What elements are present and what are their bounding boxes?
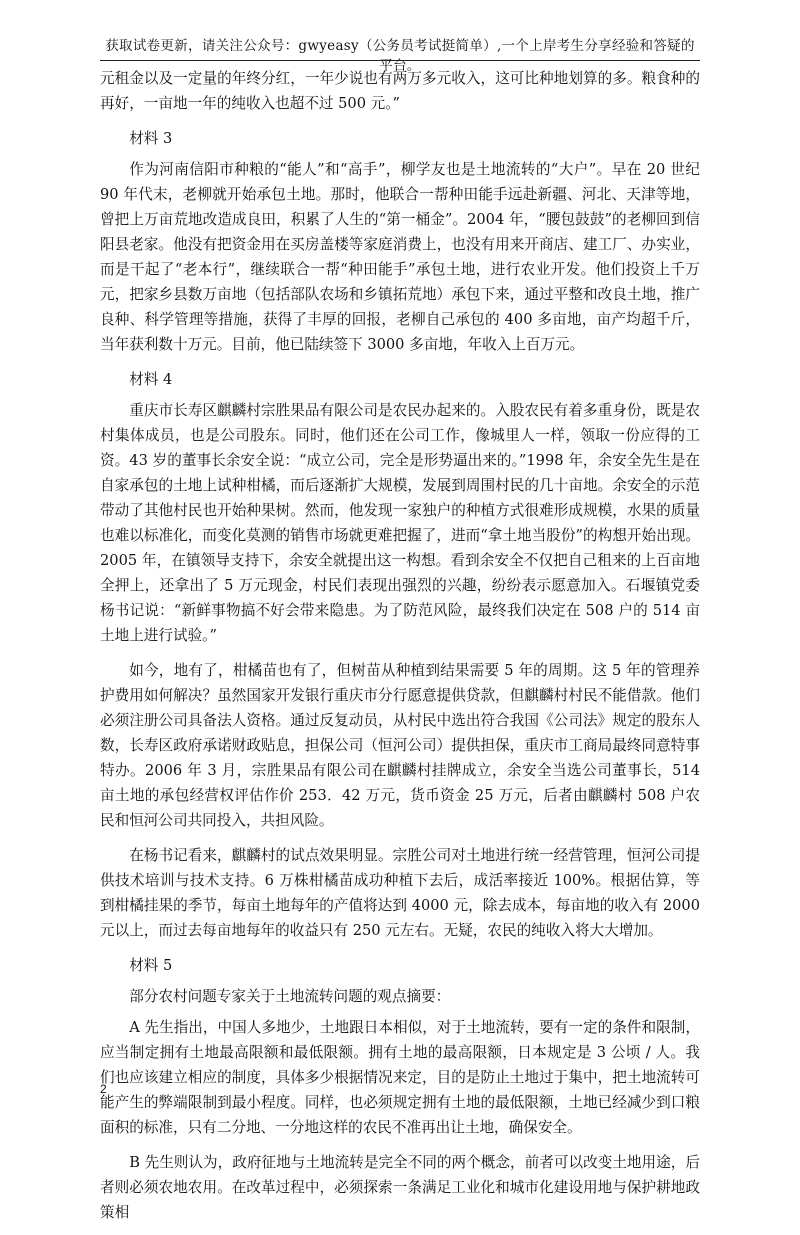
paragraph-expert-a: A 先生指出，中国人多地少，土地跟日本相似，对于土地流转，要有一定的条件和限制，应当制定拥有土地最高限额和最低限额。拥有土地的最高限额，日本规定是 3 公顷 / 人。我们也应该建立相应的制度，具体多少根据情况来定，目的是防止土地过于集中，把土地流转可能产生的弊端限制到最小程度。同样，也必须规定拥有土地的最低限额，土地已经减少到口粮面积的标准，只有二分地、一分地这样的农民不准再出让土地，确保安全。 — [100, 1019, 700, 1136]
paragraph-material-4-b: 如今，地有了，柑橘苗也有了，但树苗从种植到结果需要 5 年的周期。这 5 年的管理养护费用如何解决？虽然国家开发银行重庆市分行愿意提供贷款，但麒麟村村民不能借款。他们必须注册公司具备法人资格。通过反复动员，从村民中选出符合我国《公司法》规定的股东人数，长寿区政府承诺财政贴息，担保公司（恒河公司）提供担保，重庆市工商局最终同意特事特办。2006 年 3 月，宗胜果品有限公司在麒麟村挂牌成立，余安全当选公司董事长，514 亩土地的承包经营权评估作价 253．42 万元，货币资金 25 万元，后者由麒麟村 508 户农民和恒河公司共同投入，共担风险。 — [100, 662, 700, 829]
section-heading-material-5: 材料 5 — [129, 957, 173, 974]
section-heading-material-4: 材料 4 — [129, 371, 173, 388]
paragraph-material-4-a: 重庆市长寿区麒麟村宗胜果品有限公司是农民办起来的。入股农民有着多重身份，既是农村集体成员，也是公司股东。同时，他们还在公司工作，像城里人一样，领取一份应得的工资。43 岁的董事长余安全说：“成立公司，完全是形势逼出来的。”1998 年，余安全先生是在自家承包的土地上试种柑橘，而后逐渐扩大规模，发展到周围村民的几十亩地。余安全的示范带动了其他村民也开始种果树。然而，他发现一家独户的种植方式很难形成规模，水果的质量也难以标准化，而变化莫测的销售市场就更难把握了，进而“拿土地当股份”的构想开始出现。2005 年，在镇领导支持下，余安全就提出这一构想。看到余安全不仅把自己租来的上百亩地全押上，还拿出了 5 万元现金，村民们表现出强烈的兴趣，纷纷表示愿意加入。石堰镇党委杨书记说：“新鲜事物搞不好会带来隐患。为了防范风险，最终我们决定在 508 户的 514 亩土地上进行试验。” — [100, 402, 700, 644]
paragraph-material-3: 作为河南信阳市种粮的“能人”和“高手”，柳学友也是土地流转的“大户”。早在 20 世纪 90 年代末，老柳就开始承包土地。那时，他联合一帮种田能手远赴新疆、河北、天津等地，曾把上万亩荒地改造成良田，积累了人生的“第一桶金”。2004 年，“腰包鼓鼓”的老柳回到信阳县老家。他没有把资金用在买房盖楼等家庭消费上，也没有用来开商店、建工厂、办实业，而是干起了“老本行”，继续联合一帮“种田能手”承包土地，进行农业开发。他们投资上千万元，把家乡县数万亩地（包括部队农场和乡镇拓荒地）承包下来，通过平整和改良土地，推广良种、科学管理等措施，获得了丰厚的回报，老柳自己承包的 400 多亩地，亩产均超千斤，当年获利数十万元。目前，他已陆续签下 3000 多亩地，年收入上百万元。 — [100, 161, 700, 353]
paragraph-material-4-c: 在杨书记看来，麒麟村的试点效果明显。宗胜公司对土地进行统一经营管理，恒河公司提供技术培训与技术支持。6 万株柑橘苗成功种植下去后，成活率接近 100%。根据估算，等到柑橘挂果的季节，每亩土地每年的产值将达到 4000 元，除去成本，每亩地的收入有 2000 元以上，而过去每亩地每年的收益只有 250 元左右。无疑，农民的纯收入将大大增加。 — [100, 847, 700, 939]
header-divider — [100, 60, 700, 61]
paragraph-continuation: 元租金以及一定量的年终分红，一年少说也有两万多元收入，这可比种地划算的多。粮食种的再好，一亩地一年的纯收入也超不过 500 元。” — [100, 70, 700, 112]
section-heading-material-3: 材料 3 — [129, 130, 173, 147]
page-number: 2 — [100, 1082, 107, 1096]
paragraph-expert-b: B 先生则认为，政府征地与土地流转是完全不同的两个概念，前者可以改变土地用途，后者则必须农地农用。在改革过程中，必须探索一条满足工业化和城市化建设用地与保护耕地政策相 — [100, 1154, 700, 1221]
page-header: 获取试卷更新，请关注公众号：gwyeasy（公务员考试挺简单）,一个上岸考生分享经验和答疑的平台。 — [105, 38, 695, 74]
document-body — [100, 66, 700, 1235]
paragraph-material-5-intro: 部分农村问题专家关于土地流转问题的观点摘要： — [129, 988, 451, 1005]
